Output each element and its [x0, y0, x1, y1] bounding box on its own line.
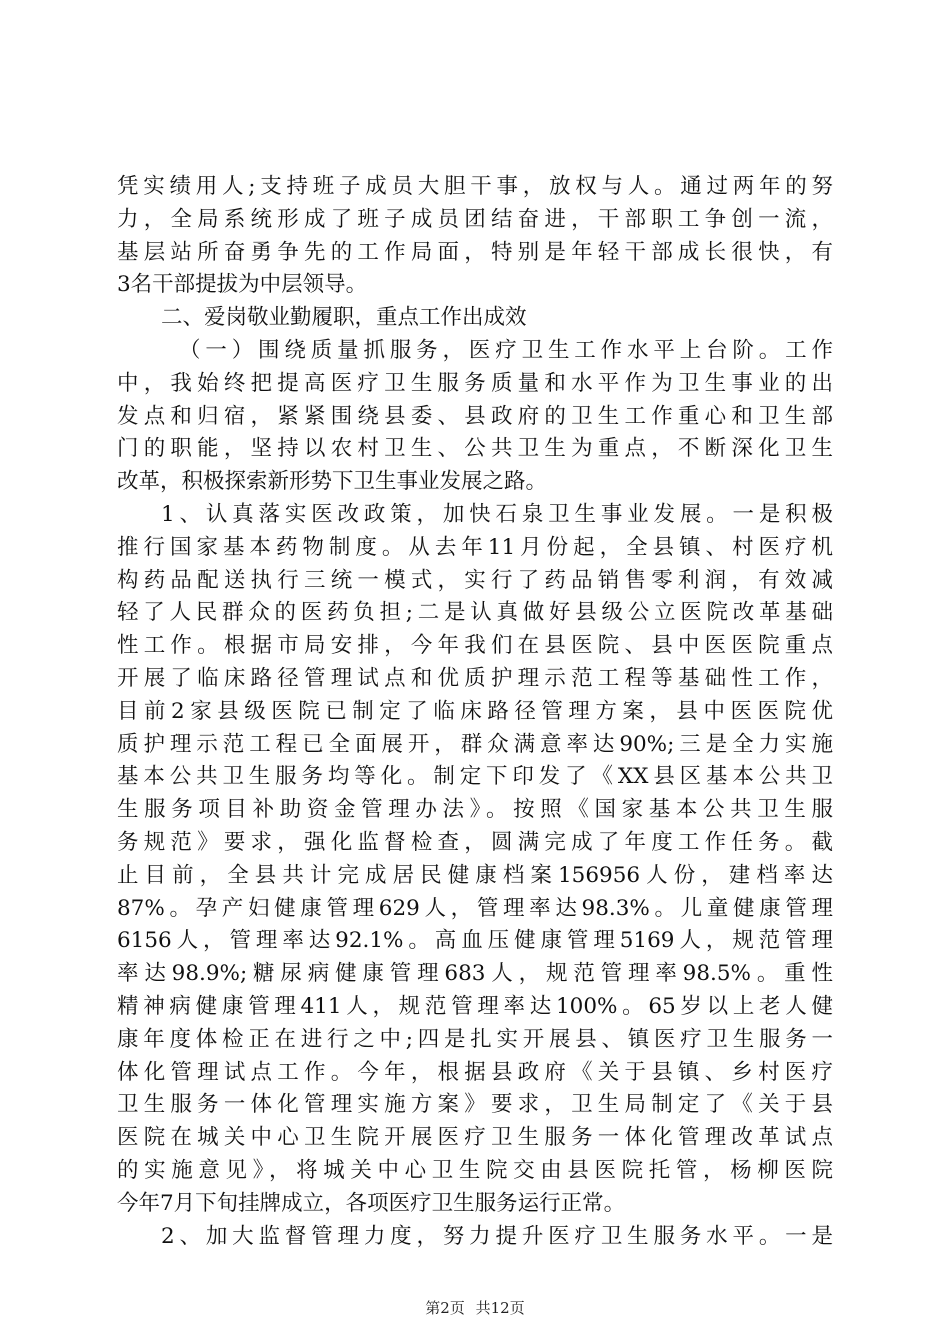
body-line: 基本公共卫生服务均等化。制定下印发了《XX县区基本公共卫 [117, 764, 833, 790]
body-line: 的实施意见》，将城关中心卫生院交由县医院托管，杨柳医院 [117, 1157, 833, 1183]
page-total: 共12页 [475, 1299, 525, 1317]
body-line: 凭实绩用人;支持班子成员大胆干事，放权与人。通过两年的努 [117, 174, 833, 199]
body-line: 轻了人民群众的医药负担;二是认真做好县级公立医院改革基础 [117, 600, 833, 626]
page-footer [0, 1298, 950, 1318]
body-line: 医院在城关中心卫生院开展医疗卫生服务一体化管理改革试点 [117, 1125, 833, 1151]
body-line: 目前2家县级医院已制定了临床路径管理方案，县中医医院优 [117, 698, 833, 724]
section-heading: 二、爱岗敬业勤履职，重点工作出成效 [161, 305, 527, 331]
body-line: 构药品配送执行三统一模式，实行了药品销售零利润，有效减 [117, 567, 833, 593]
body-line: 中，我始终把提高医疗卫生服务质量和水平作为卫生事业的出 [117, 370, 833, 396]
body-line: 务规范》要求，强化监督检查，圆满完成了年度工作任务。截 [117, 829, 833, 855]
body-line: 康年度体检正在进行之中;四是扎实开展县、镇医疗卫生服务一 [117, 1026, 833, 1052]
body-line: 体化管理试点工作。今年，根据县政府《关于县镇、乡村医疗 [117, 1059, 833, 1085]
body-line: 2、加大监督管理力度，努力提升医疗卫生服务水平。一是 [161, 1223, 833, 1249]
body-line: 今年7月下旬挂牌成立，各项医疗卫生服务运行正常。 [117, 1190, 626, 1216]
body-line: 87%。孕产妇健康管理629人，管理率达98.3%。儿童健康管理 [117, 895, 833, 921]
body-line: 6156人，管理率达92.1%。高血压健康管理5169人，规范管理 [117, 928, 833, 954]
body-line: 精神病健康管理411人，规范管理率达100%。65岁以上老人健 [117, 993, 833, 1019]
body-line: 改革，积极探索新形势下卫生事业发展之路。 [117, 469, 548, 495]
body-line: 生服务项目补助资金管理办法》。按照《国家基本公共卫生服 [117, 797, 833, 823]
body-line: （一）围绕质量抓服务，医疗卫生工作水平上台阶。工作 [179, 337, 833, 363]
body-line: 力，全局系统形成了班子成员团结奋进，干部职工争创一流， [117, 206, 833, 232]
body-line: 止目前，全县共计完成居民健康档案156956人份，建档率达 [117, 862, 833, 888]
body-line: 发点和归宿，紧紧围绕县委、县政府的卫生工作重心和卫生部 [117, 403, 833, 429]
body-line: 性工作。根据市局安排，今年我们在县医院、县中医医院重点 [117, 633, 833, 659]
body-line: 质护理示范工程已全面展开，群众满意率达90%;三是全力实施 [117, 731, 833, 757]
body-line: 3名干部提拔为中层领导。 [117, 272, 368, 298]
body-line: 门的职能，坚持以农村卫生、公共卫生为重点，不断深化卫生 [117, 436, 833, 462]
body-line: 率达98.9%;糖尿病健康管理683人，规范管理率98.5%。重性 [117, 961, 833, 987]
body-line: 1、认真落实医改政策，加快石泉卫生事业发展。一是积极 [161, 501, 833, 527]
body-line: 开展了临床路径管理试点和优质护理示范工程等基础性工作， [117, 665, 833, 691]
body-line: 基层站所奋勇争先的工作局面，特别是年轻干部成长很快，有 [117, 239, 833, 265]
body-line: 推行国家基本药物制度。从去年11月份起，全县镇、村医疗机 [117, 534, 833, 560]
page-number: 第2页 [425, 1299, 465, 1317]
document-body [117, 171, 833, 1253]
body-line: 卫生服务一体化管理实施方案》要求，卫生局制定了《关于县 [117, 1092, 833, 1118]
